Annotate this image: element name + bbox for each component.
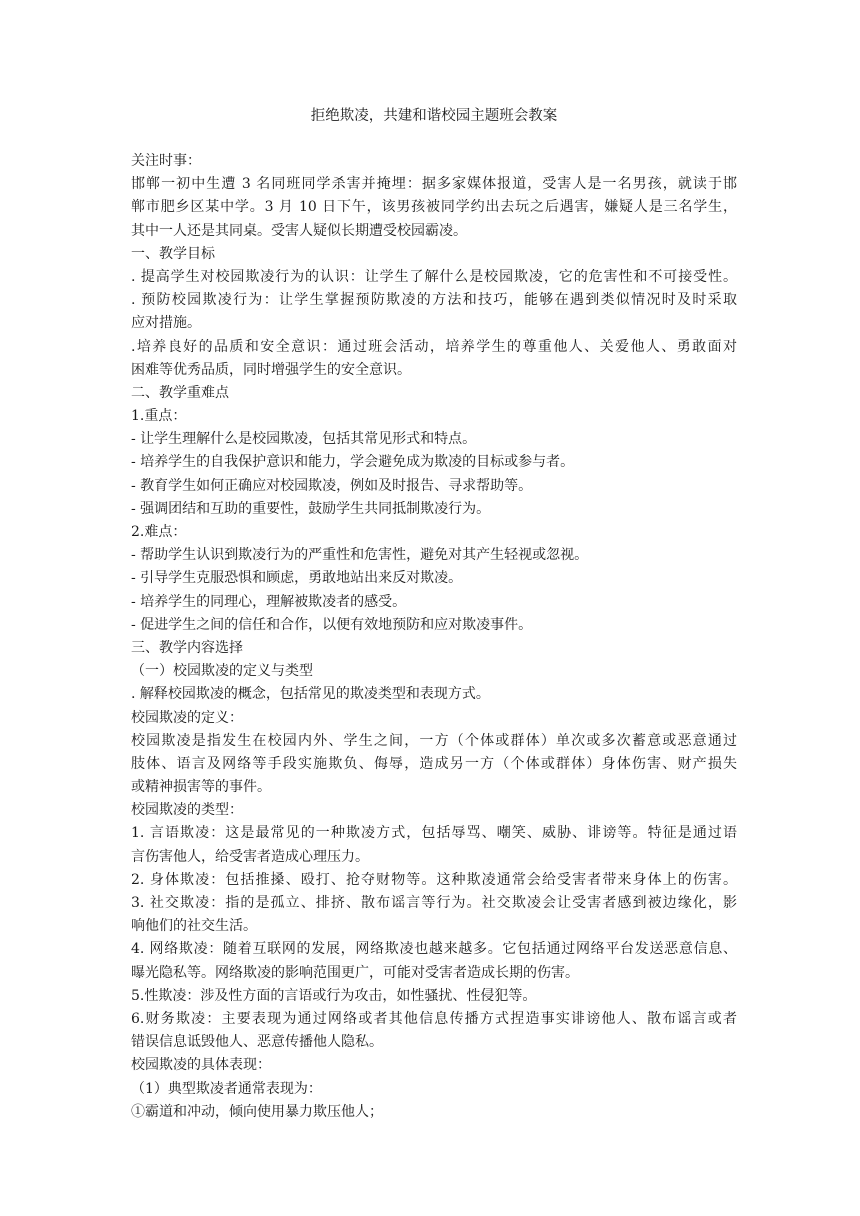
list-item: 5.性欺凌：涉及性方面的言语或行为攻击，如性骚扰、性侵犯等。: [131, 987, 537, 1004]
list-item: 曝光隐私等。网络欺凌的影响范围更广，可能对受害者造成长期的伤害。: [131, 964, 579, 981]
paragraph-line: 校园欺凌的类型：: [131, 802, 243, 819]
paragraph-line: 肢体、语言及网络等手段实施欺负、侮辱，造成另一方（个体或群体）身体伤害、财产损失: [131, 755, 737, 772]
section-heading: 三、教学内容选择: [131, 639, 243, 656]
list-item: 2. 身体欺凌：包括推搡、殴打、抢夺财物等。这种欺凌通常会给受害者带来身体上的伤害。: [131, 871, 737, 888]
list-item: - 强调团结和互助的重要性，鼓励学生共同抵制欺凌行为。: [131, 500, 491, 517]
list-item: 4. 网络欺凌：随着互联网的发展，网络欺凌也越来越多。它包括通过网络平台发送恶意信息、: [131, 941, 737, 958]
paragraph-line: 郸市肥乡区某中学。3 月 10 日下午，该男孩被同学约出去玩之后遇害，嫌疑人是三名学生，: [131, 199, 737, 216]
list-item: 错误信息诋毁他人、恶意传播他人隐私。: [131, 1034, 383, 1051]
list-item: 响他们的社交生活。: [131, 918, 257, 935]
paragraph-line: 邯郸一初中生遭 3 名同班同学杀害并掩埋：据多家媒体报道，受害人是一名男孩，就读于邯: [131, 176, 737, 193]
list-item: 6.财务欺凌：主要表现为通过网络或者其他信息传播方式捏造事实诽谤他人、散布谣言或者: [131, 1010, 737, 1027]
list-item: - 让学生理解什么是校园欺凌，包括其常见形式和特点。: [131, 431, 477, 448]
list-item: 言伤害他人，给受害者造成心理压力。: [131, 848, 369, 865]
paragraph-line: 应对措施。: [131, 315, 201, 332]
list-item: - 促进学生之间的信任和合作，以便有效地预防和应对欺凌事件。: [131, 616, 533, 633]
paragraph-line: （1）典型欺凌者通常表现为：: [131, 1080, 322, 1097]
document-page: [131, 104, 737, 1124]
subsection-heading: 1.重点：: [131, 408, 187, 425]
list-item: 3. 社交欺凌：指的是孤立、排挤、散布谣言等行为。社交欺凌会让受害者感到被边缘化，影: [131, 895, 737, 911]
list-item: - 引导学生克服恐惧和顾虑，勇敢地站出来反对欺凌。: [131, 570, 463, 587]
section-heading: 二、教学重难点: [131, 384, 229, 401]
subsection-heading: （一）校园欺凌的定义与类型: [131, 663, 313, 680]
subsection-heading: 2.难点：: [131, 524, 187, 540]
paragraph-line: . 预防校园欺凌行为：让学生掌握预防欺凌的方法和技巧，能够在遇到类似情况时及时采取: [131, 292, 737, 309]
paragraph-line: 困难等优秀品质，同时增强学生的安全意识。: [131, 361, 411, 378]
list-item: 1. 言语欺凌：这是最常见的一种欺凌方式，包括辱骂、嘲笑、威胁、诽谤等。特征是通过语: [131, 825, 737, 842]
paragraph-line: 或精神损害等的事件。: [131, 779, 271, 796]
list-item: - 培养学生的同理心，理解被欺凌者的感受。: [131, 593, 407, 610]
section-label: 关注时事：: [131, 153, 201, 169]
paragraph-line: . 解释校园欺凌的概念，包括常见的欺凌类型和表现方式。: [131, 686, 490, 703]
paragraph-line: . 提高学生对校园欺凌行为的认识：让学生了解什么是校园欺凌，它的危害性和不可接受性。: [131, 268, 737, 285]
list-item: - 教育学生如何正确应对校园欺凌，例如及时报告、寻求帮助等。: [131, 477, 533, 494]
section-heading: 一、教学目标: [131, 245, 215, 262]
paragraph-line: .培养良好的品质和安全意识：通过班会活动，培养学生的尊重他人、关爱他人、勇敢面对: [131, 338, 737, 355]
paragraph-line: 校园欺凌是指发生在校园内外、学生之间，一方（个体或群体）单次或多次蓄意或恶意通过: [131, 732, 737, 749]
paragraph-line: 其中一人还是其同桌。受害人疑似长期遭受校园霸凌。: [131, 222, 467, 239]
paragraph-line: 校园欺凌的具体表现：: [131, 1057, 271, 1074]
document-title: 拒绝欺凌，共建和谐校园主题班会教案: [310, 108, 558, 124]
paragraph-line: ①霸道和冲动，倾向使用暴力欺压他人；: [131, 1103, 383, 1120]
list-item: - 培养学生的自我保护意识和能力，学会避免成为欺凌的目标或参与者。: [131, 454, 575, 471]
list-item: - 帮助学生认识到欺凌行为的严重性和危害性，避免对其产生轻视或忽视。: [131, 547, 589, 564]
paragraph-line: 校园欺凌的定义：: [131, 709, 243, 726]
